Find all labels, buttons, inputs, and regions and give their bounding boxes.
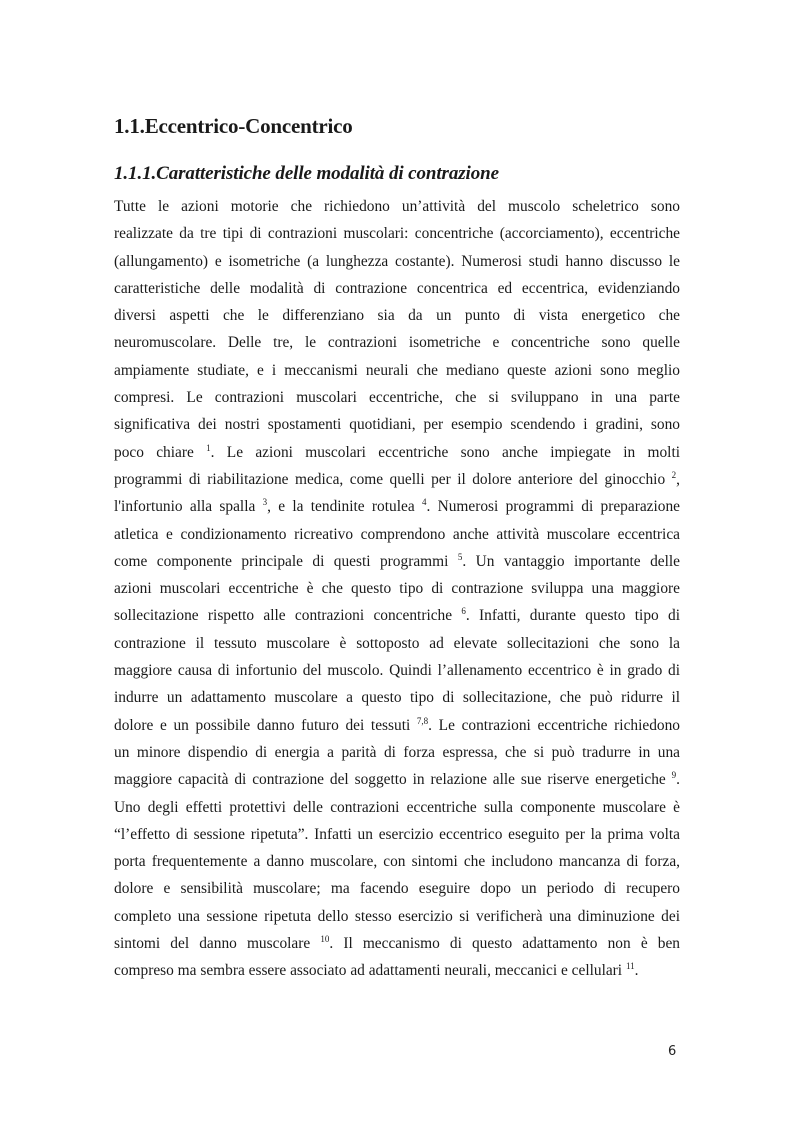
text-segment: . Le azioni muscolari eccentriche sono anche impiegate in molti (210, 443, 681, 461)
text-line (114, 384, 680, 411)
text-segment: diversi aspetti che le differenziano sia da un punto di vista energetico che (114, 307, 680, 325)
text-segment: realizzate da tre tipi di contrazioni muscolari: concentriche (accorciamento), eccentriche (114, 225, 680, 243)
text-segment: dolore e un possibile danno futuro dei tessuti (114, 716, 417, 734)
text-segment: indurre un adattamento muscolare a questo tipo di sollecitazione, che può ridurre il (114, 689, 680, 707)
citation-superscript: 6 (461, 606, 466, 617)
text-segment: porta frequentemente a danno muscolare, con sintomi che includono mancanza di forza, (114, 853, 680, 871)
text-segment: sintomi del danno muscolare (114, 935, 321, 953)
text-line (114, 657, 680, 684)
text-segment: programmi di riabilitazione medica, come quelli per il dolore anteriore del ginocchio (114, 470, 672, 488)
text-line (114, 630, 680, 657)
text-line (114, 329, 680, 356)
text-line (114, 739, 680, 766)
citation-superscript: 1 (206, 442, 211, 453)
text-line (114, 248, 680, 275)
text-segment: , (676, 470, 680, 488)
text-segment: . (676, 771, 680, 789)
text-segment: maggiore capacità di contrazione del soggetto in relazione alle sue riserve energetiche (114, 771, 672, 789)
text-line (114, 684, 680, 711)
text-segment: un minore dispendio di energia a parità di forza espressa, che si può tradurre in una (114, 743, 680, 761)
text-line (114, 848, 680, 875)
text-segment: atletica e condizionamento ricreativo comprendono anche attività muscolare eccentrica (114, 525, 680, 543)
citation-superscript: 2 (671, 469, 677, 480)
section-title: 1.1.Eccentrico-Concentrico (114, 114, 353, 138)
text-segment: . Le contrazioni eccentriche richiedono (428, 716, 680, 734)
text-segment: Tutte le azioni motorie che richiedono un’attività del muscolo scheletrico sono (114, 198, 680, 215)
citation-superscript: 5 (457, 551, 463, 562)
text-line (114, 712, 680, 739)
text-line (114, 794, 680, 821)
text-segment: compresi. Le contrazioni muscolari eccentriche, che si sviluppano in una parte (114, 389, 680, 407)
text-line (114, 193, 680, 220)
text-line (114, 411, 680, 438)
text-line (114, 493, 680, 520)
text-line (114, 275, 680, 302)
page-number: 6 (668, 1044, 677, 1059)
text-segment: neuromuscolare. Delle tre, le contrazioni isometriche e concentriche sono quelle (114, 334, 680, 352)
text-segment: contrazione il tessuto muscolare è sottoposto ad elevate sollecitazioni che sono la (114, 634, 680, 652)
text-segment: . Infatti, durante questo tipo di (465, 607, 680, 625)
text-line (114, 903, 680, 930)
text-line (114, 521, 680, 548)
citation-superscript: 10 (320, 934, 330, 945)
text-line (114, 957, 680, 984)
text-segment: Uno degli effetti protettivi delle contrazioni eccentriche sulla componente muscolare è (114, 798, 680, 816)
text-segment: “l’effetto di sessione ripetuta”. Infatti un esercizio eccentrico eseguito per la prima volta (114, 825, 680, 843)
citation-superscript: 3 (262, 497, 268, 508)
text-segment: . Numerosi programmi di preparazione (426, 498, 680, 516)
text-segment: . Un vantaggio importante delle (462, 552, 680, 570)
text-line (114, 466, 680, 493)
text-segment: . Il meccanismo di questo adattamento non è ben (329, 935, 680, 953)
text-line (114, 357, 680, 384)
text-line (114, 548, 680, 575)
text-segment: . (634, 962, 639, 980)
text-segment: l'infortunio alla spalla (114, 498, 263, 516)
citation-superscript: 11 (625, 961, 635, 972)
text-line (114, 302, 680, 329)
text-line (114, 602, 680, 629)
text-segment: ampiamente studiate, e i meccanismi neurali che mediano queste azioni sono meglio (114, 361, 680, 379)
citation-superscript: 4 (421, 497, 427, 508)
text-segment: significativa dei nostri spostamenti quotidiani, per esempio scendendo i gradini, sono (114, 416, 680, 434)
text-segment: (allungamento) e isometriche (a lunghezza costante). Numerosi studi hanno discusso le (114, 252, 680, 270)
text-line (114, 439, 680, 466)
text-line (114, 766, 680, 793)
text-line (114, 220, 680, 247)
text-segment: dolore e sensibilità muscolare; ma facendo eseguire dopo un periodo di recupero (114, 880, 680, 898)
citation-superscript: 9 (671, 770, 677, 781)
text-line (114, 930, 680, 957)
text-segment: completo una sessione ripetuta dello stesso esercizio si verificherà una diminuzione dei (114, 907, 680, 925)
body-paragraph (114, 193, 680, 985)
text-segment: compreso ma sembra essere associato ad adattamenti neurali, meccanici e cellulari (114, 962, 626, 980)
text-line (114, 821, 680, 848)
text-segment: sollecitazione rispetto alle contrazioni concentriche (114, 607, 462, 625)
text-segment: caratteristiche delle modalità di contrazione concentrica ed eccentrica, evidenziando (114, 279, 680, 297)
text-segment: azioni muscolari eccentriche è che questo tipo di contrazione sviluppa una maggiore (114, 580, 680, 598)
text-segment: poco chiare (114, 443, 207, 461)
citation-superscript: 7,8 (416, 715, 429, 726)
text-segment: come componente principale di questi programmi (114, 552, 458, 570)
text-line (114, 875, 680, 902)
text-line (114, 575, 680, 602)
text-segment: maggiore causa di infortunio del muscolo. Quindi l’allenamento eccentrico è in grado di (114, 662, 680, 680)
text-segment: , e la tendinite rotulea (267, 498, 422, 516)
subsection-title: 1.1.1.Caratteristiche delle modalità di contrazione (114, 163, 499, 184)
